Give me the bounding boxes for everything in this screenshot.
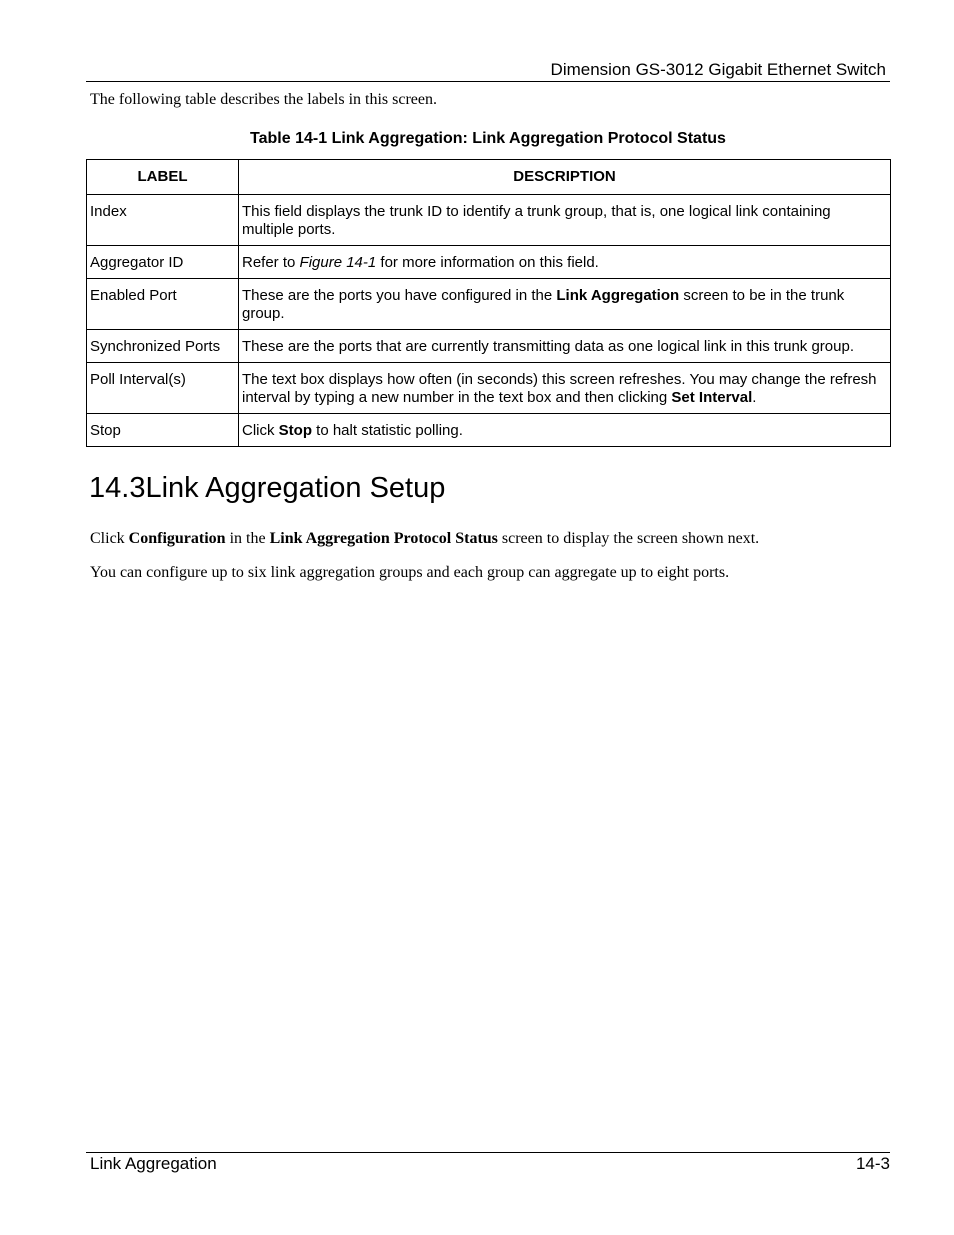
footer-page-number: 14-3	[855, 1154, 890, 1173]
text-run: Refer to	[242, 254, 300, 271]
text-run: .	[752, 389, 757, 406]
row-description	[239, 330, 891, 363]
table-row	[87, 330, 891, 363]
bold-text: Configuration	[128, 530, 226, 547]
text-run: in the	[225, 530, 270, 547]
text-run: Click	[242, 422, 279, 439]
row-label: Poll Interval(s)	[87, 363, 239, 414]
description-column-header: DESCRIPTION	[239, 160, 891, 195]
row-label: Stop	[87, 414, 239, 447]
paragraph-groups	[90, 564, 729, 582]
bold-text: Link Aggregation	[556, 287, 680, 304]
label-column-header: LABEL	[87, 160, 239, 195]
text-run: Click	[90, 530, 129, 547]
paragraph-configuration	[90, 530, 759, 548]
row-description	[239, 363, 891, 414]
text-run: screen to display the screen shown next.	[497, 530, 760, 547]
table-row	[87, 279, 891, 330]
text-run: This field displays the trunk ID to identify a trunk group, that is, one logical link containing multiple ports.	[242, 203, 831, 238]
table-row	[87, 195, 891, 246]
text-run: for more information on this field.	[376, 254, 599, 271]
row-label: Synchronized Ports	[87, 330, 239, 363]
row-description	[239, 279, 891, 330]
table-row	[87, 414, 891, 447]
text-run: You can configure up to six link aggregation groups and each group can aggregate up to eight ports.	[90, 564, 730, 581]
text-run: The text box displays how often (in seconds) this screen refreshes. You may change the refresh interval by typing a new number in the text box and then clicking	[242, 371, 877, 406]
table-row	[87, 246, 891, 279]
footer-rule	[86, 1152, 890, 1153]
row-description	[239, 414, 891, 447]
footer-chapter: Link Aggregation	[90, 1154, 217, 1173]
row-description	[239, 195, 891, 246]
row-label: Enabled Port	[87, 279, 239, 330]
bold-text: Set Interval	[671, 389, 753, 406]
text-run: screen to be in the trunk group.	[242, 287, 845, 322]
table-title: Table 14-1 Link Aggregation: Link Aggregation Protocol Status	[250, 130, 726, 147]
text-run: These are the ports you have configured in the	[242, 287, 557, 304]
section-title: Link Aggregation Setup	[145, 472, 446, 504]
row-description	[239, 246, 891, 279]
section-heading	[89, 472, 445, 505]
table-row	[87, 363, 891, 414]
row-label: Aggregator ID	[87, 246, 239, 279]
running-header: Dimension GS-3012 Gigabit Ethernet Switch	[550, 60, 886, 79]
text-run: to halt statistic polling.	[312, 422, 463, 439]
header-rule	[86, 81, 890, 82]
intro-text: The following table describes the labels in this screen.	[90, 91, 438, 108]
text-run: These are the ports that are currently transmitting data as one logical link in this trunk group.	[242, 338, 854, 355]
section-number: 14.3	[89, 472, 146, 504]
bold-text: Link Aggregation Protocol Status	[269, 530, 498, 547]
italic-reference: Figure 14-1	[299, 254, 377, 271]
label-description-table	[86, 159, 891, 447]
row-label: Index	[87, 195, 239, 246]
table-header-row	[87, 160, 891, 195]
bold-text: Stop	[278, 422, 312, 439]
